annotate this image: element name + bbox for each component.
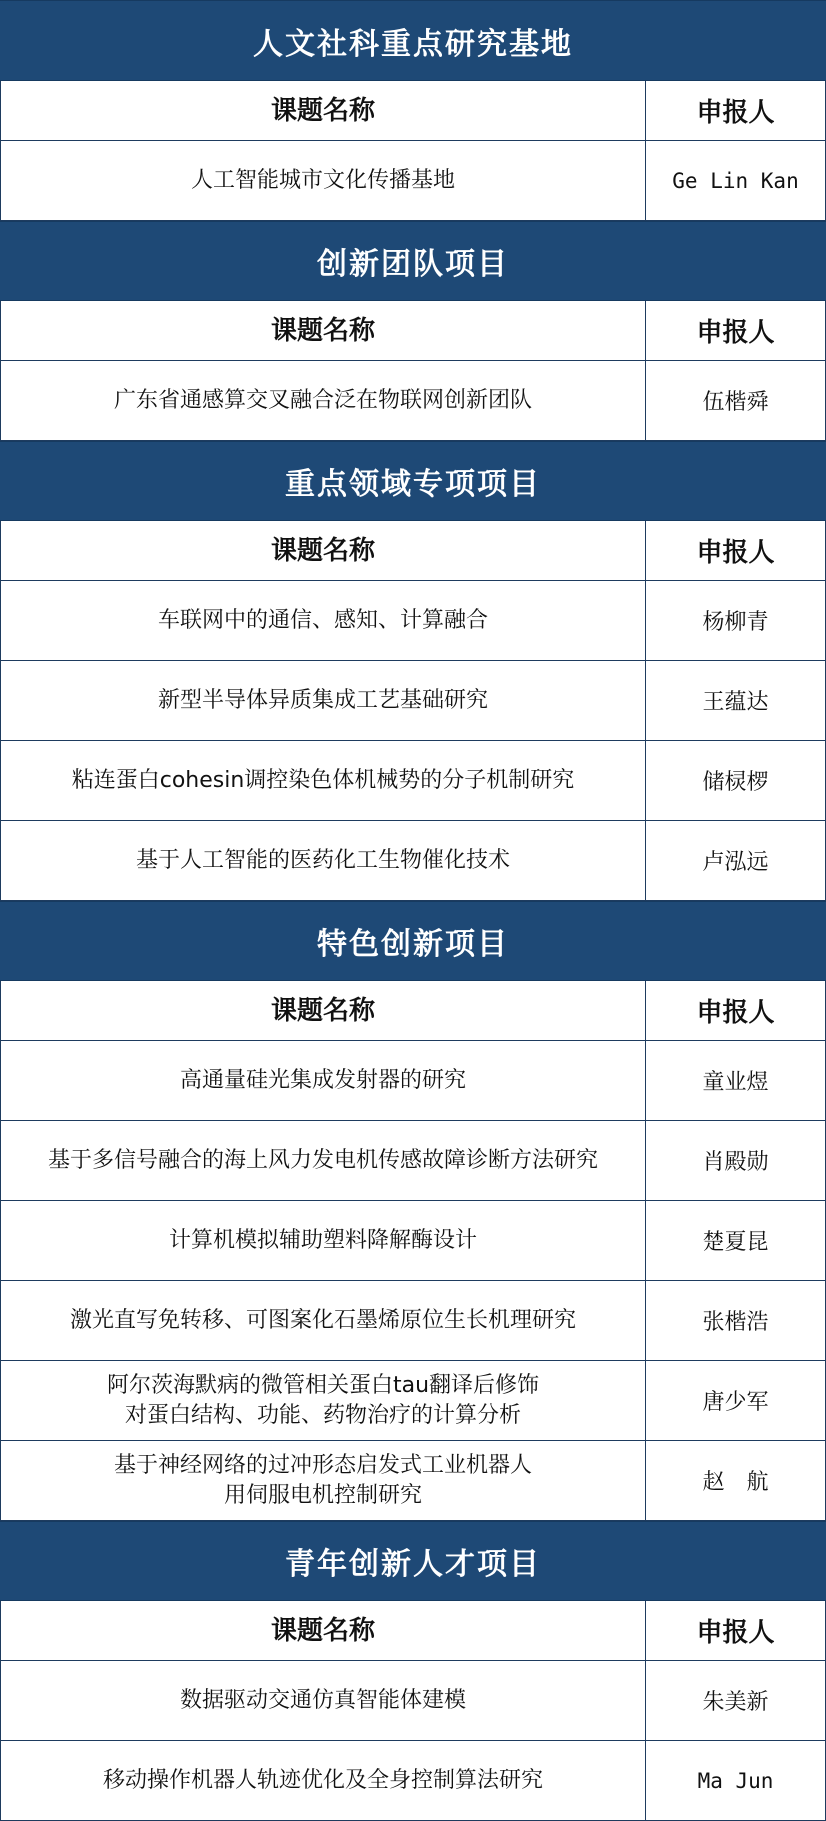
table-row (0, 1741, 826, 1821)
project-title: 高通量硅光集成发射器的研究 (1, 1041, 646, 1120)
applicant-name: 伍楷舜 (702, 390, 769, 415)
project-title: 基于神经网络的过冲形态启发式工业机器人 用伺服电机控制研究 (1, 1441, 646, 1520)
column-header-applicant: 申报人 (696, 318, 775, 348)
project-title: 计算机模拟辅助塑料降解酶设计 (1, 1201, 646, 1280)
section-heading: 青年创新人才项目 (0, 1521, 826, 1601)
table-row (0, 661, 826, 741)
column-header-title: 课题名称 (1, 981, 646, 1040)
column-header-applicant: 申报人 (696, 98, 775, 128)
column-header-applicant: 申报人 (696, 998, 775, 1028)
applicant-name: 赵 航 (702, 1470, 769, 1495)
table-row (0, 741, 826, 821)
applicant-name: 王蕴达 (702, 690, 769, 715)
column-header-row (0, 81, 826, 141)
project-title: 基于人工智能的医药化工生物催化技术 (1, 821, 646, 900)
applicant-name: 唐少军 (702, 1390, 769, 1415)
table-row (0, 1281, 826, 1361)
table-row (0, 821, 826, 901)
project-title: 阿尔茨海默病的微管相关蛋白tau翻译后修饰 对蛋白结构、功能、药物治疗的计算分析 (1, 1361, 646, 1440)
applicant-name: Ge Lin Kan (672, 168, 799, 193)
applicant-name: 童业煜 (702, 1070, 769, 1095)
section-heading: 重点领域专项项目 (0, 441, 826, 521)
project-title: 人工智能城市文化传播基地 (1, 141, 646, 220)
column-header-row (0, 521, 826, 581)
project-title: 基于多信号融合的海上风力发电机传感故障诊断方法研究 (1, 1121, 646, 1200)
table-row (0, 361, 826, 441)
column-header-title: 课题名称 (1, 81, 646, 140)
project-title: 广东省通感算交叉融合泛在物联网创新团队 (1, 361, 646, 440)
table-row (0, 1201, 826, 1281)
table-row (0, 1361, 826, 1441)
section-heading: 人文社科重点研究基地 (0, 0, 826, 81)
section-heading: 创新团队项目 (0, 221, 826, 301)
project-title: 移动操作机器人轨迹优化及全身控制算法研究 (1, 1741, 646, 1820)
applicant-name: 卢泓远 (702, 850, 769, 875)
column-header-row (0, 1601, 826, 1661)
applicant-name: 张楷浩 (702, 1310, 769, 1335)
applicant-name: 储棂椤 (702, 770, 769, 795)
project-title: 粘连蛋白cohesin调控染色体机械势的分子机制研究 (1, 741, 646, 820)
section-heading: 特色创新项目 (0, 901, 826, 981)
applicant-name: Ma Jun (697, 1768, 774, 1793)
table-row (0, 581, 826, 661)
table-row (0, 141, 826, 221)
column-header-title: 课题名称 (1, 521, 646, 580)
project-title: 数据驱动交通仿真智能体建模 (1, 1661, 646, 1740)
column-header-row (0, 301, 826, 361)
table-row (0, 1661, 826, 1741)
column-header-title: 课题名称 (1, 1601, 646, 1660)
applicant-name: 朱美新 (702, 1690, 769, 1715)
column-header-applicant: 申报人 (696, 538, 775, 568)
table-row (0, 1441, 826, 1521)
table-row (0, 1121, 826, 1201)
applicant-name: 肖殿勋 (702, 1150, 769, 1175)
project-title: 车联网中的通信、感知、计算融合 (1, 581, 646, 660)
column-header-row (0, 981, 826, 1041)
project-title: 激光直写免转移、可图案化石墨烯原位生长机理研究 (1, 1281, 646, 1360)
column-header-applicant: 申报人 (696, 1618, 775, 1648)
table-row (0, 1041, 826, 1121)
applicant-name: 楚夏昆 (702, 1230, 769, 1255)
applicant-name: 杨柳青 (702, 610, 769, 635)
project-title: 新型半导体异质集成工艺基础研究 (1, 661, 646, 740)
column-header-title: 课题名称 (1, 301, 646, 360)
